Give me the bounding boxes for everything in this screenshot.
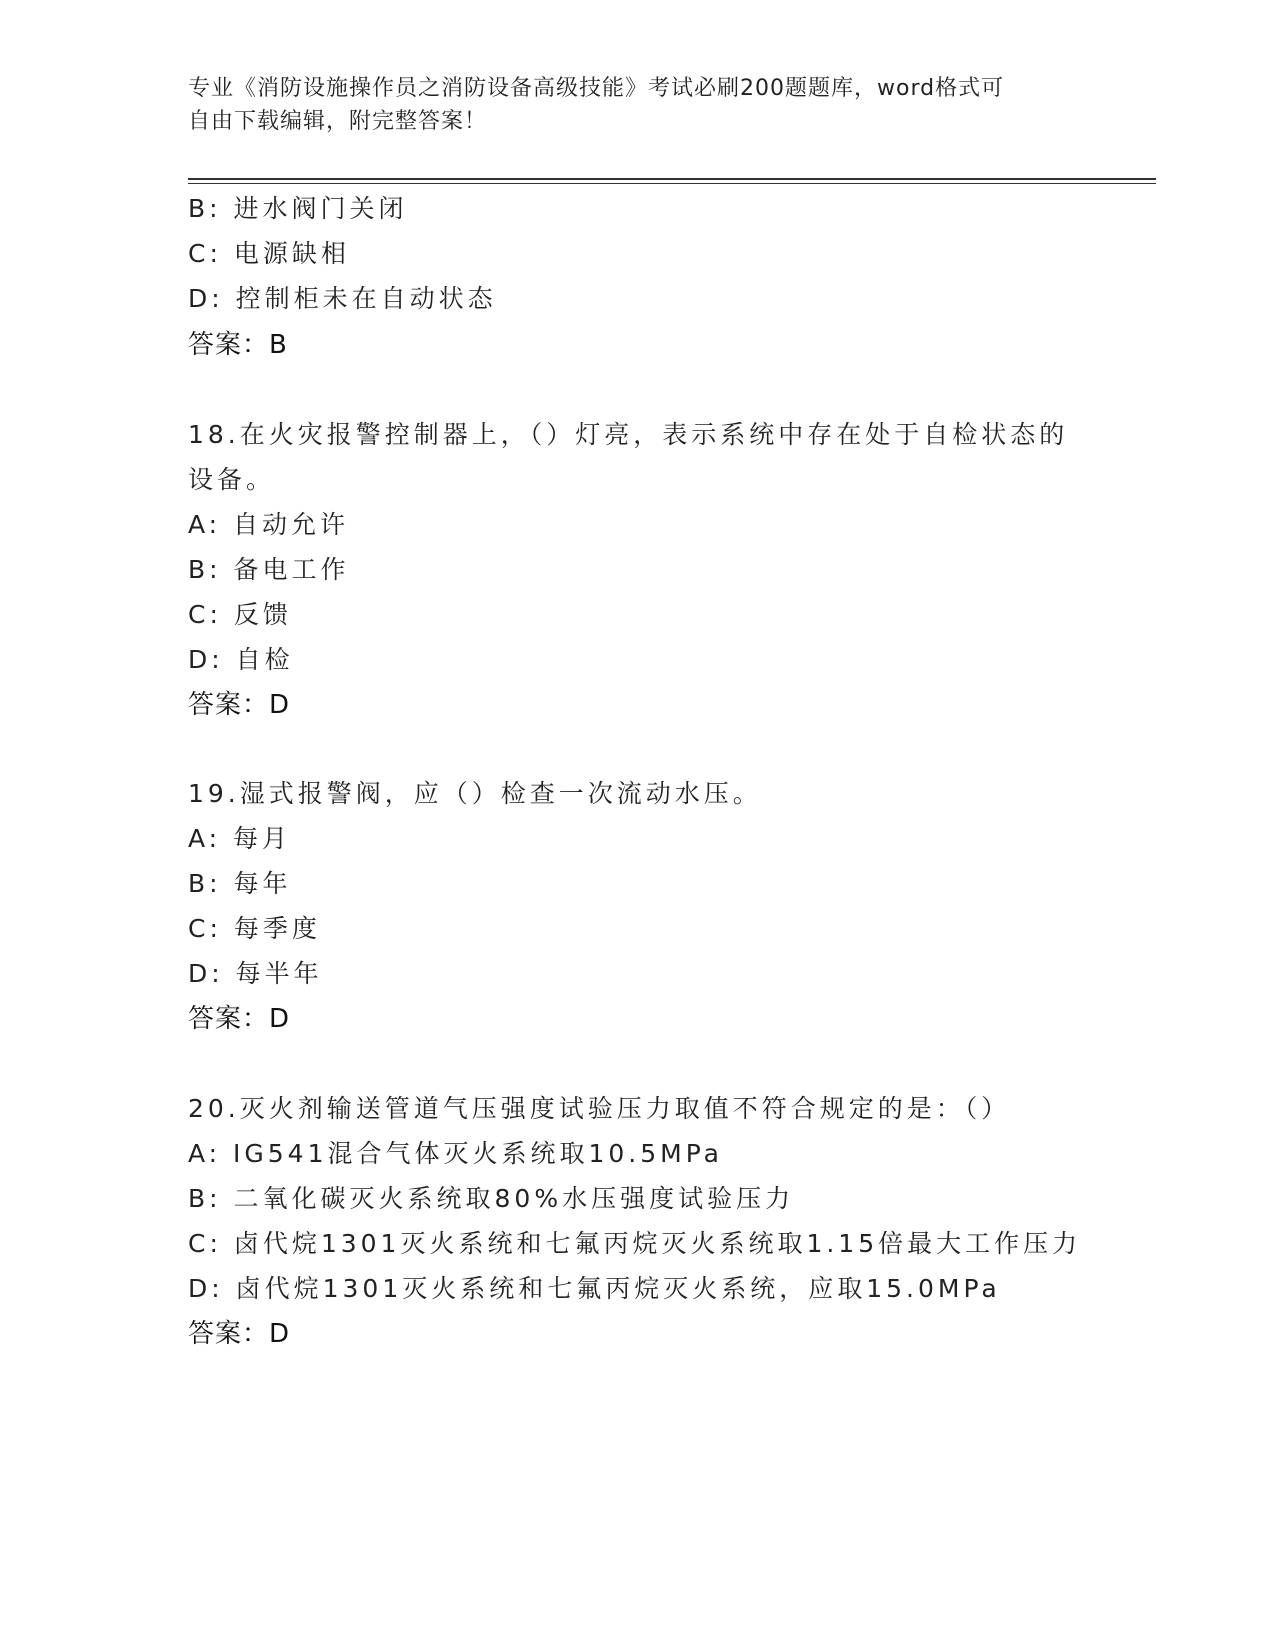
document-header bbox=[188, 72, 1068, 138]
q17-answer: 答案：B bbox=[188, 330, 288, 360]
header-line-1: 专业《消防设施操作员之消防设备高级技能》考试必刷200题题库，word格式可 bbox=[188, 76, 1005, 101]
q20-answer: 答案：D bbox=[188, 1319, 291, 1349]
q18-stem-line-2: 设备。 bbox=[188, 465, 276, 494]
q17-option-c: C: 电源缺相 bbox=[188, 239, 350, 268]
q18-answer: 答案：D bbox=[188, 690, 291, 720]
q20-option-a: A: IG541混合气体灭火系统取10.5MPa bbox=[188, 1139, 724, 1168]
q18-option-b: B: 备电工作 bbox=[188, 555, 350, 584]
q19-option-c: C: 每季度 bbox=[188, 914, 321, 943]
q18-stem-line-1: 18.在火灾报警控制器上，（）灯亮，表示系统中存在处于自检状态的 bbox=[188, 420, 1069, 449]
q19-stem: 19.湿式报警阀，应（）检查一次流动水压。 bbox=[188, 779, 762, 808]
q20-option-b: B: 二氧化碳灭火系统取80%水压强度试验压力 bbox=[188, 1184, 795, 1213]
q19-answer: 答案：D bbox=[188, 1004, 291, 1034]
q17-option-d: D: 控制柜未在自动状态 bbox=[188, 284, 497, 313]
q18-option-d: D: 自检 bbox=[188, 645, 294, 674]
q17-option-b: B: 进水阀门关闭 bbox=[188, 194, 408, 223]
q20-option-c: C: 卤代烷1301灭火系统和七氟丙烷灭火系统取1.15倍最大工作压力 bbox=[188, 1229, 1082, 1258]
header-divider-thick bbox=[188, 178, 1156, 180]
header-divider-thin bbox=[188, 183, 1156, 184]
header-line-2: 自由下载编辑，附完整答案！ bbox=[188, 109, 488, 134]
q19-option-d: D: 每半年 bbox=[188, 959, 323, 988]
q18-option-a: A: 自动允许 bbox=[188, 510, 350, 539]
q19-option-a: A: 每月 bbox=[188, 824, 292, 853]
q19-option-b: B: 每年 bbox=[188, 869, 292, 898]
q20-stem: 20.灭火剂输送管道气压强度试验压力取值不符合规定的是：（） bbox=[188, 1094, 1011, 1123]
q20-option-d: D: 卤代烷1301灭火系统和七氟丙烷灭火系统，应取15.0MPa bbox=[188, 1274, 1001, 1303]
q18-option-c: C: 反馈 bbox=[188, 600, 292, 629]
